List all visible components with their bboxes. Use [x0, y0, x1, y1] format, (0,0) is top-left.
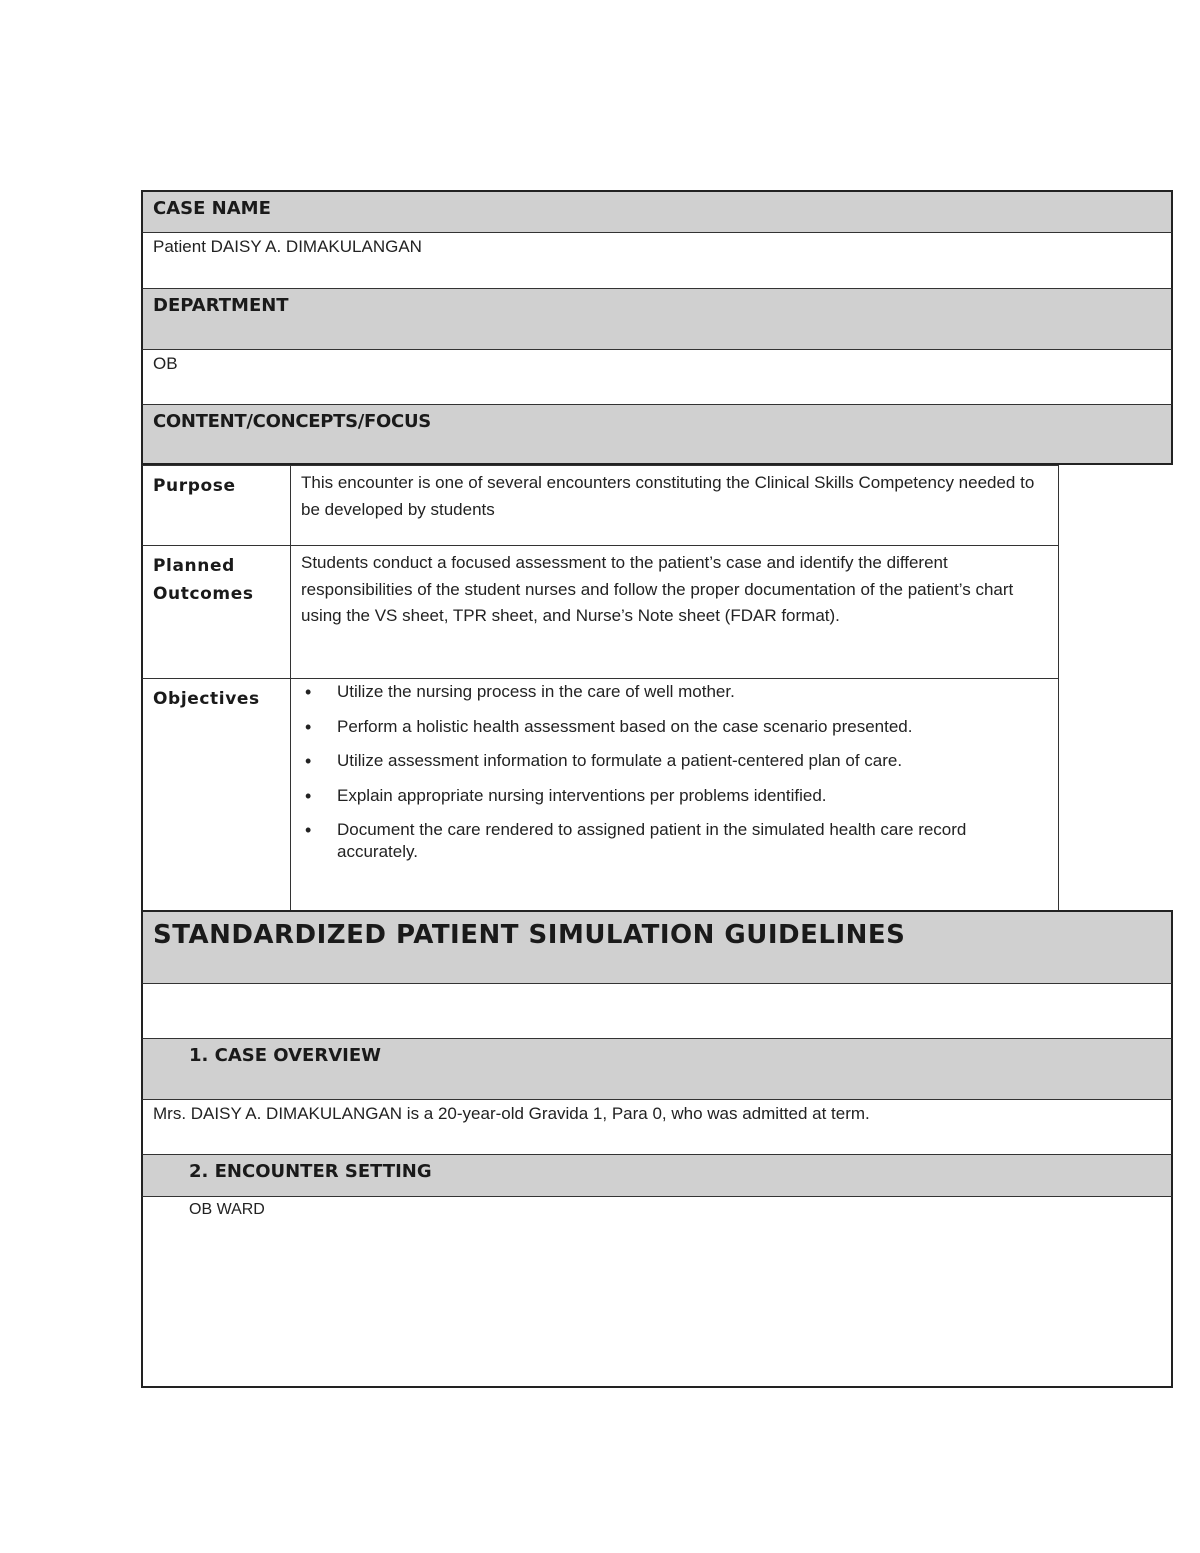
- purpose-text: This encounter is one of several encounters constituting the Clinical Skills Competency needed to be developed by students: [301, 473, 1035, 519]
- objective-item: • Utilize the nursing process in the care of well mother.: [337, 681, 1048, 703]
- case-name-header: CASE NAME: [141, 190, 1173, 232]
- case-form-bottom: [141, 910, 1173, 1388]
- case-name-value: Patient DAISY A. DIMAKULANGAN: [141, 232, 1173, 288]
- objectives-label: Objectives: [143, 679, 291, 910]
- case-form-top: [141, 190, 1173, 465]
- planned-outcomes-label-line1: Planned: [153, 556, 235, 576]
- objectives-row: [141, 678, 1059, 910]
- objectives-list: [301, 681, 1048, 863]
- planned-outcomes-row: [141, 545, 1059, 678]
- objective-item: • Perform a holistic health assessment based on the case scenario presented.: [337, 716, 1048, 738]
- content-table: [141, 465, 1059, 910]
- content-header: CONTENT/CONCEPTS/FOCUS: [141, 404, 1173, 465]
- encounter-setting-header: 2. ENCOUNTER SETTING: [141, 1154, 1173, 1196]
- objectives-cell: [291, 679, 1058, 910]
- blank-row: [141, 983, 1173, 1038]
- case-overview-text: Mrs. DAISY A. DIMAKULANGAN is a 20-year-old Gravida 1, Para 0, who was admitted at term.: [141, 1099, 1173, 1154]
- purpose-label: Purpose: [143, 466, 291, 545]
- planned-outcomes-label-line2: Outcomes: [153, 584, 254, 604]
- case-overview-header: 1. CASE OVERVIEW: [141, 1038, 1173, 1099]
- department-value: OB: [141, 349, 1173, 404]
- objective-item: • Document the care rendered to assigned patient in the simulated health care record accurately.: [337, 819, 1048, 863]
- planned-outcomes-label: [143, 546, 291, 678]
- objective-item: • Explain appropriate nursing interventions per problems identified.: [337, 785, 1048, 807]
- encounter-setting-text: OB WARD: [141, 1196, 1173, 1388]
- department-header: DEPARTMENT: [141, 288, 1173, 349]
- objective-item: • Utilize assessment information to formulate a patient-centered plan of care.: [337, 750, 1048, 772]
- guidelines-title: STANDARDIZED PATIENT SIMULATION GUIDELINES: [141, 910, 1173, 983]
- purpose-row: [141, 465, 1059, 545]
- planned-outcomes-text: Students conduct a focused assessment to the patient’s case and identify the different responsibilities of the student nurses and follow the proper documentation of the patient’s chart using the VS sheet, TPR sheet, and Nurse’s Note sheet (FDAR format).: [301, 553, 1014, 625]
